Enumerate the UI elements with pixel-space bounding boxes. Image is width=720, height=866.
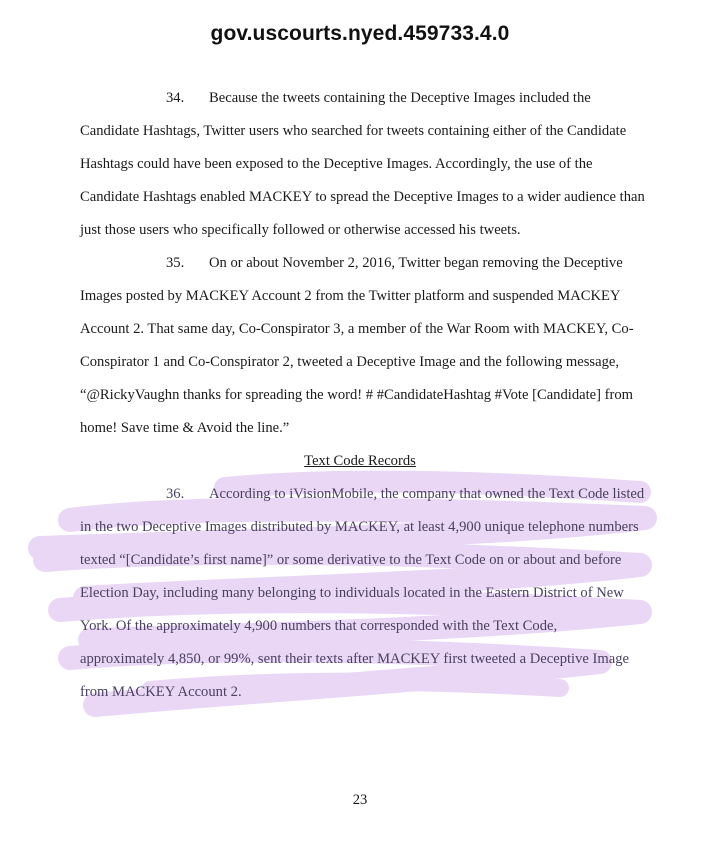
paragraph-34-line-5: just those users who specifically followed or otherwise accessed his tweets. (80, 222, 521, 238)
paragraph-34-line-1: 34. Because the tweets containing the Deceptive Images included the (166, 90, 591, 106)
paragraph-35-line-5: “@RickyVaughn thanks for spreading the word! # #CandidateHashtag #Vote [Candidate] from (80, 387, 634, 403)
paragraph-number: 36. (166, 486, 185, 502)
paragraph-36-line-5: York. Of the approximately 4,900 numbers that corresponded with the Text Code, (80, 618, 558, 634)
paragraph-34-line-4: Candidate Hashtags enabled MACKEY to spread the Deceptive Images to a wider audience than (80, 189, 645, 205)
page-number: 23 (352, 792, 368, 808)
paragraph-36-line-4: Election Day, including many belonging to individuals located in the Eastern District of New (80, 585, 624, 601)
url-bar (0, 0, 720, 67)
paragraph-35-line-4: Conspirator 1 and Co-Conspirator 2, tweeted a Deceptive Image and the following message, (80, 354, 620, 370)
paragraph-35-line-3: Account 2. That same day, Co-Conspirator 3, a member of the War Room with MACKEY, Co- (80, 321, 634, 337)
paragraph-36-line-7: from MACKEY Account 2. (80, 684, 242, 700)
document-source-title: gov.uscourts.nyed.459733.4.0 (210, 22, 510, 45)
paragraph-number: 34. (166, 90, 185, 106)
paragraph-36-line-6: approximately 4,850, or 99%, sent their texts after MACKEY first tweeted a Deceptive Image (80, 651, 629, 667)
paragraph-35-line-1: 35. On or about November 2, 2016, Twitter began removing the Deceptive (166, 255, 623, 271)
paragraph-34-line-2: Candidate Hashtags, Twitter users who searched for tweets containing either of the Candidate (80, 123, 627, 139)
paragraph-36-line-3: texted “[Candidate’s first name]” or some derivative to the Text Code on or about and before (80, 552, 622, 568)
paragraph-34-line-3: Hashtags could have been exposed to the Deceptive Images. Accordingly, the use of the (80, 156, 593, 172)
paragraph-36-line-2: in the two Deceptive Images distributed by MACKEY, at least 4,900 unique telephone numbers (80, 519, 639, 535)
paragraph-36-line-1: 36. According to iVisionMobile, the company that owned the Text Code listed (166, 486, 645, 502)
paragraph-35-line-6: home! Save time & Avoid the line.” (80, 420, 290, 436)
paragraph-number: 35. (166, 255, 185, 271)
section-heading: Text Code Records (304, 453, 416, 469)
paragraph-35-line-2: Images posted by MACKEY Account 2 from the Twitter platform and suspended MACKEY (80, 288, 621, 304)
